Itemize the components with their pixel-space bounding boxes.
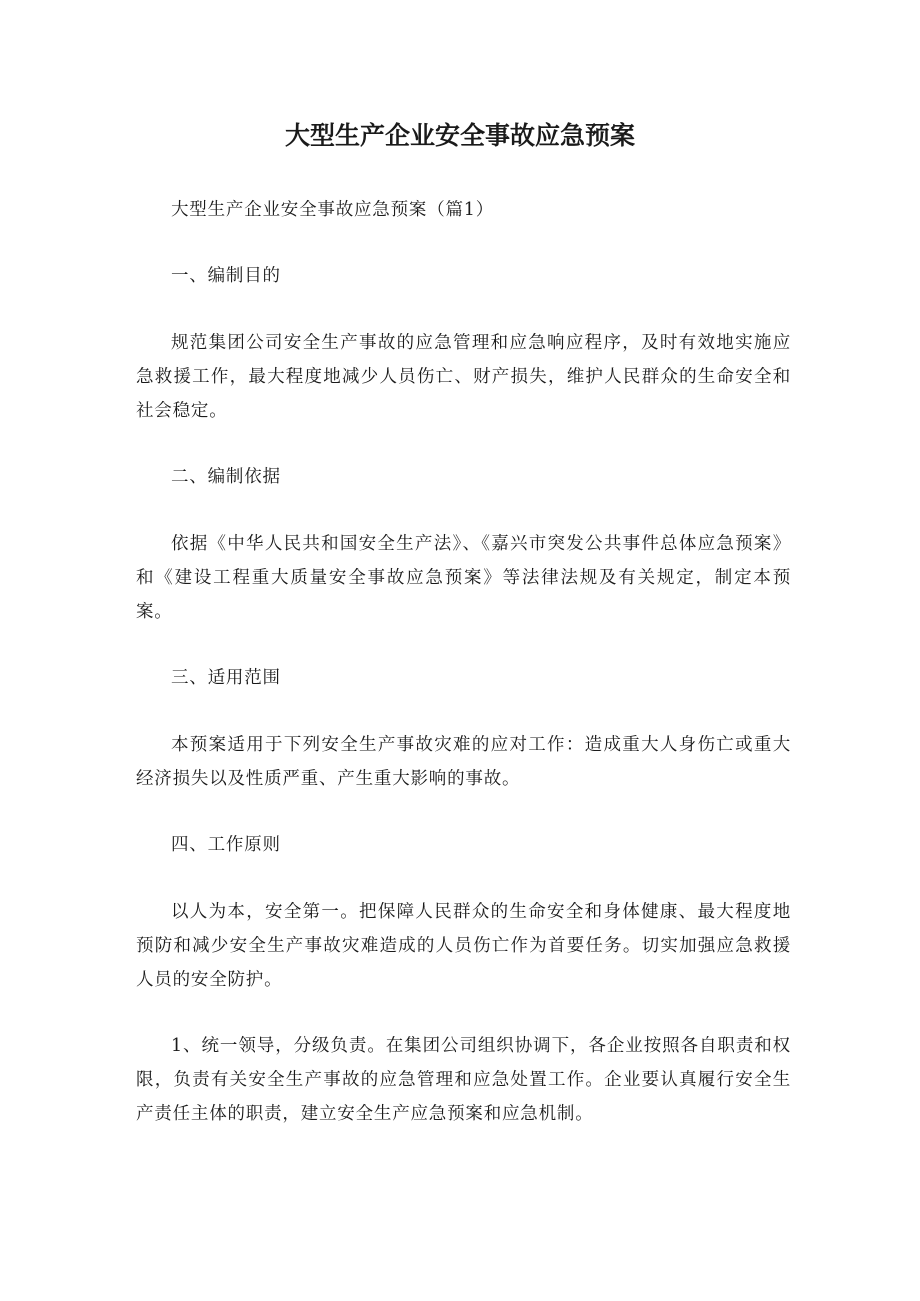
list-item-1: 1、统一领导，分级负责。在集团公司组织协调下，各企业按照各自职责和权限，负责有关安全生产事故的应急管理和应急处置工作。企业要认真履行安全生产责任主体的职责，建立安全生产应急预案和应急机制。 — [136, 1036, 791, 1124]
section-heading-principles: 四、工作原则 — [171, 835, 281, 855]
section-heading-basis: 二、编制依据 — [171, 467, 281, 487]
section-heading-purpose: 一、编制目的 — [171, 266, 281, 286]
section-paragraph-principles: 以人为本，安全第一。把保障人民群众的生命安全和身体健康、最大程度地预防和减少安全生产事故灾难造成的人员伤亡作为首要任务。切实加强应急救援人员的安全防护。 — [136, 902, 791, 990]
document-subtitle: 大型生产企业安全事故应急预案（篇1） — [171, 200, 495, 220]
section-paragraph-purpose: 规范集团公司安全生产事故的应急管理和应急响应程序，及时有效地实施应急救援工作，最大程度地减少人员伤亡、财产损失，维护人民群众的生命安全和社会稳定。 — [136, 333, 791, 421]
section-paragraph-scope: 本预案适用于下列安全生产事故灾难的应对工作：造成重大人身伤亡或重大经济损失以及性质严重、产生重大影响的事故。 — [136, 735, 791, 789]
section-heading-scope: 三、适用范围 — [171, 668, 281, 688]
section-paragraph-basis: 依据《中华人民共和国安全生产法》、《嘉兴市突发公共事件总体应急预案》和《建设工程重大质量安全事故应急预案》等法律法规及有关规定，制定本预案。 — [136, 534, 791, 622]
document-title: 大型生产企业安全事故应急预案 — [284, 121, 635, 150]
